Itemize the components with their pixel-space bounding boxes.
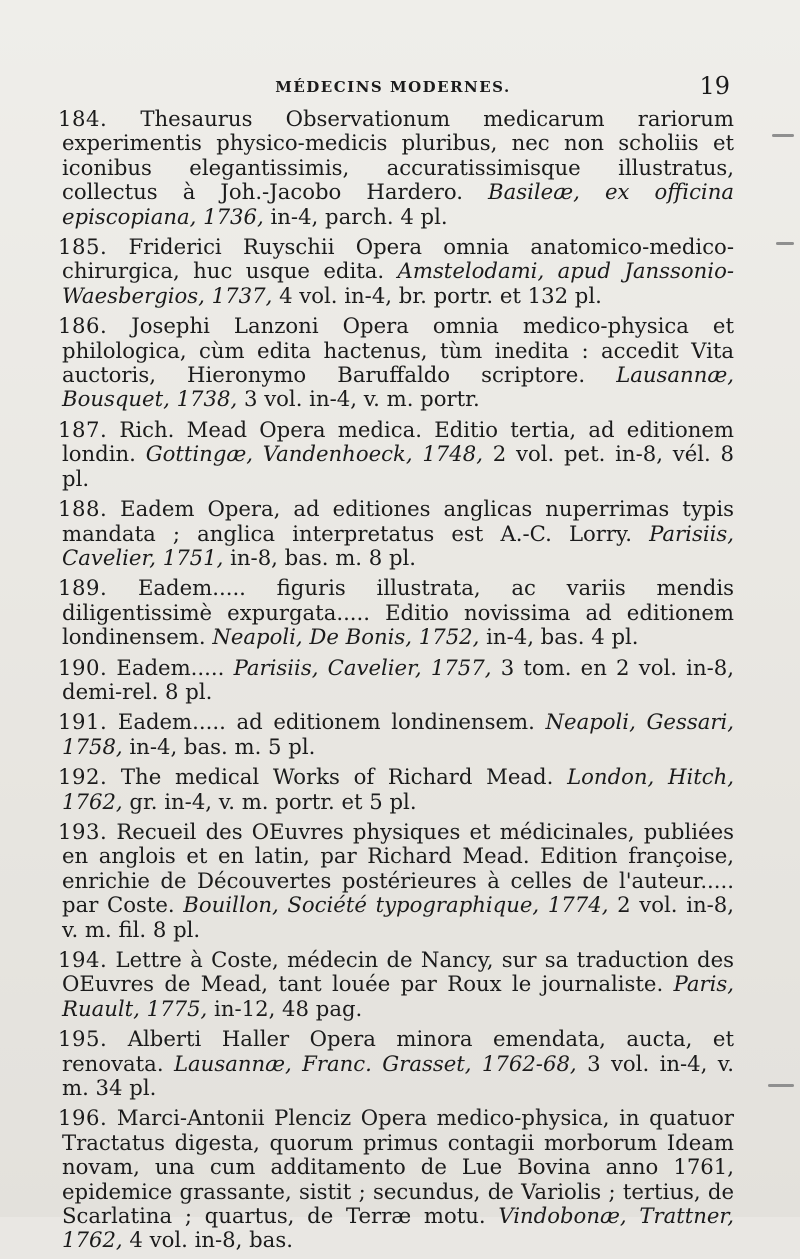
catalogue-entry [58,314,734,412]
entry-title: Marci-Antonii Plenciz Opera medico-physica, in quatuor Tractatus digesta, quorum primus contagii morborum Ideam novam, una cum additamento de Lue Bovina anno 1761, epidemice grassante, sistit ; secundus, de Variolis ; tertius, de Scarlatina ; quartus, de Terræ motu. [62,1105,734,1229]
entry-title: Eadem Opera, ad editiones anglicas nuperrimas typis mandata ; anglica interpretatus est A.-C. Lorry. [62,496,734,546]
entry-imprint: Parisiis, Cavelier, 1757, [233,654,492,680]
entry-title: Friderici Ruyschii Opera omnia anatomico-medico-chirurgica, huc usque edita. [62,234,734,284]
entry-imprint: Parisiis, Cavelier, 1751, [62,520,734,570]
entry-imprint: Lausannæ, Franc. Grasset, 1762-68, [173,1050,577,1076]
catalogue-entries [58,107,734,1259]
catalogue-entry [58,948,734,1021]
entry-imprint: Gottingæ, Vandenhoeck, 1748, [145,441,483,467]
entry-imprint: Vindobonæ, Trattner, 1762, [62,1203,734,1253]
entry-title: Recueil des OEuvres physiques et médicinales, publiées en anglois et en latin, par Richard Mead. Edition françoise, enrichie de Découvertes postérieures à celles de l'auteur..... par Coste. [62,818,734,918]
page-header [56,72,730,104]
entry-number: 194. [58,947,108,972]
catalogue-entry [58,497,734,570]
entry-description: 3 vol. in-4, v. m. 34 pl. [62,1050,734,1101]
entry-description: 4 vol. in-4, br. portr. et 132 pl. [279,282,602,308]
catalogue-entry [58,235,734,308]
entry-title: Eadem..... [116,654,225,680]
catalogue-entry [58,418,734,491]
catalogue-entry [58,710,734,759]
entry-title: Lettre à Coste, médecin de Nancy, sur sa traduction des OEuvres de Mead, tant louée par Roux le journaliste. [62,947,734,997]
catalogue-entry [58,820,734,942]
entry-imprint: Basileæ, ex officina episcopiana, 1736, [62,179,734,229]
entry-description: in-4, parch. 4 pl. [270,203,448,229]
entry-number: 184. [58,106,108,131]
entry-imprint: Amstelodami, apud Janssonio-Waesbergios, 1737, [62,258,734,308]
entry-description: 4 vol. in-8, bas. [129,1227,293,1253]
entry-title: Josephi Lanzoni Opera omnia medico-physica et philologica, cùm edita hactenus, tùm inedita : accedit Vita auctoris, Hieronymo Baruffaldo scriptore. [62,313,734,388]
catalogue-entry [58,656,734,705]
entry-number: 186. [58,313,108,339]
entry-number: 192. [58,764,108,790]
entry-title: Eadem..... ad editionem londinensem. [117,709,535,735]
entry-number: 190. [58,654,108,680]
entry-title: Rich. Mead Opera medica. Editio tertia, ad editionem londin. [62,416,734,467]
entry-number: 193. [58,818,108,844]
entry-title: Thesaurus Observationum medicarum rariorum experimentis physico-medicis pluribus, nec non scholiis et iconibus elegantissimis, accuratissimisque illustratus, collectus à Joh.-Jacobo Hardero. [62,106,734,205]
page-number: 19 [699,72,730,100]
entry-imprint: Bouillon, Société typographique, 1774, [183,892,609,918]
running-title: MÉDECINS MODERNES. [275,78,511,96]
entry-imprint: Lausannæ, Bousquet, 1738, [62,362,734,412]
entry-number: 196. [58,1105,108,1131]
entry-number: 195. [58,1026,108,1052]
entry-description: in-4, bas. m. 5 pl. [129,733,316,759]
catalogue-entry [58,765,734,814]
entry-number: 187. [58,416,108,442]
entry-description: 3 vol. in-4, v. m. portr. [243,386,480,412]
catalogue-entry [58,107,734,229]
entry-description: gr. in-4, v. m. portr. et 5 pl. [129,788,417,814]
entry-description: 2 vol. in-8, v. m. fil. 8 pl. [62,892,734,942]
entry-imprint: London, Hitch, 1762, [62,764,735,814]
entry-imprint: Paris, Ruault, 1775, [62,971,734,1021]
entry-title: Eadem..... figuris illustrata, ac variis mendis diligentissimè expurgata..... Editio novissima ad editionem londinensem. [62,575,734,650]
entry-number: 189. [58,575,108,601]
entry-description: 2 vol. pet. in-8, vél. 8 pl. [62,441,734,491]
catalogue-entry [58,576,734,649]
margin-ink-mark [768,1084,794,1087]
entry-description: in-8, bas. m. 8 pl. [230,544,417,570]
entry-description: in-12, 48 pag. [214,995,363,1021]
entry-title: The medical Works of Richard Mead. [120,764,554,790]
entry-number: 188. [58,496,108,522]
entry-number: 185. [58,234,108,260]
catalogue-entry [58,1027,734,1100]
margin-ink-mark [772,134,794,137]
entry-description: in-4, bas. 4 pl. [486,624,639,650]
entry-number: 191. [58,709,108,735]
entry-title: Alberti Haller Opera minora emendata, aucta, et renovata. [62,1026,734,1076]
entry-imprint: Neapoli, De Bonis, 1752, [212,624,480,650]
entry-imprint: Neapoli, Gessari, 1758, [62,709,734,759]
margin-ink-mark [776,242,794,245]
catalogue-entry [58,1106,734,1252]
entry-description: 3 tom. en 2 vol. in-8, demi-rel. 8 pl. [62,654,734,704]
